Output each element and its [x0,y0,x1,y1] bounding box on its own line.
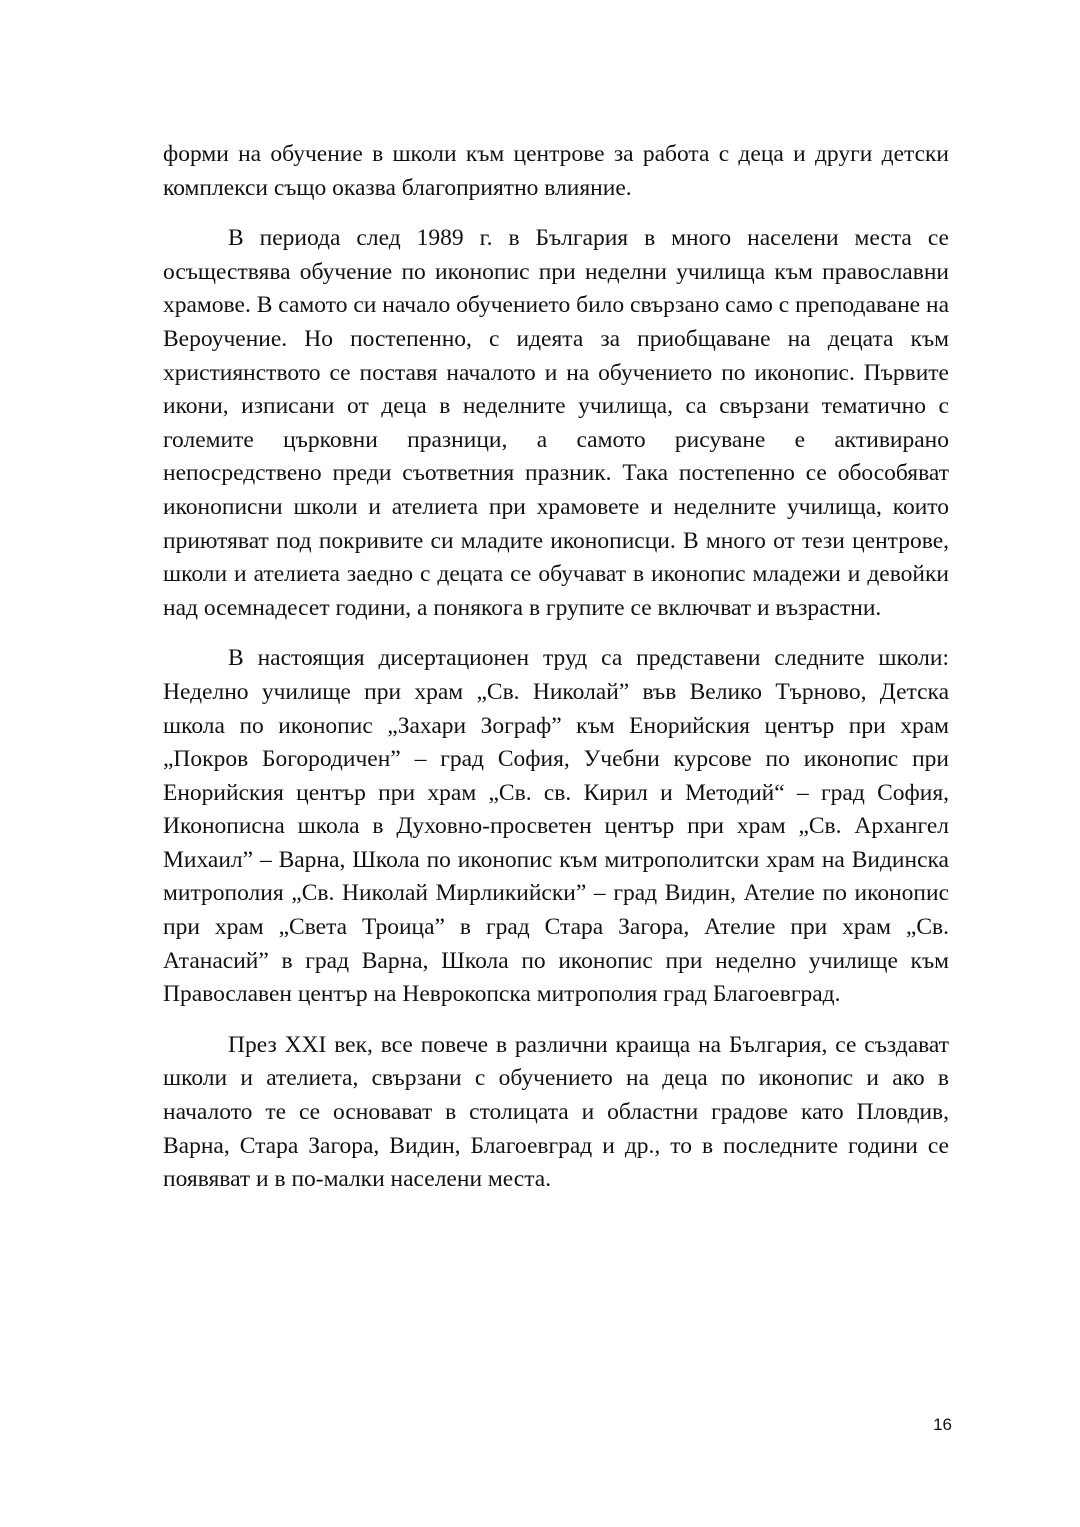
paragraph-presented-schools: В настоящия дисертационен труд са представени следните школи: Неделно училище при храм „Св. Николай” във Велико Търново, Детска школа по иконопис „Захари Зограф” към Енорийския център при храм „Покров Богородичен” – град София, Учебни курсове по иконопис при Енорийския център при храм „Св. св. Кирил и Методий“ – град София, Иконописна школа в Духовно-просветен център при храм „Св. Архангел Михаил” – Варна, Школа по иконопис към митрополитски храм на Видинска митрополия „Св. Николай Мирликийски” – град Видин, Ателие по иконопис при храм „Света Троица” в град Стара Загора, Ателие при храм „Св. Атанасий” в град Варна, Школа по иконопис при неделно училище към Православен център на Неврокопска митрополия град Благоевград. [163,645,949,1008]
paragraph-sunday-schools: В периода след 1989 г. в България в много населени места се осъществява обучение по иконопис при неделни училища към православни храмове. В самото си начало обучението било свързано само с преподаване на Вероучение. Но постепенно, с идеята за приобщаване на децата към християнството се поставя началото и на обучението по иконопис. Първите икони, изписани от деца в неделните училища, са свързани тематично с големите църковни празници, а самото рисуване е активирано непосредствено преди съответния празник. Така постепенно се обособяват иконописни школи и ателиета при храмовете и неделните училища, които приютяват под покривите си младите иконописци. В много от тези центрове, школи и ателиета заедно с децата се обучават в иконопис младежи и девойки над осемнадесет години, а понякога в групите се включват и възрастни. [163,225,949,621]
page-number: 16 [933,1415,952,1434]
body-text [163,138,949,1214]
paragraph-21st-century: През XXI век, все повече в различни краища на България, се създават школи и ателиета, свързани с обучението на деца по иконопис и ако в началото те се основават в столицата и областни градове като Пловдив, Варна, Стара Загора, Видин, Благоевград и др., то в последните години се появяват и в по-малки населени места. [163,1031,949,1193]
paragraph-continuation: форми на обучение в школи към центрове за работа с деца и други детски комплекси също оказва благоприятно влияние. [163,141,949,201]
